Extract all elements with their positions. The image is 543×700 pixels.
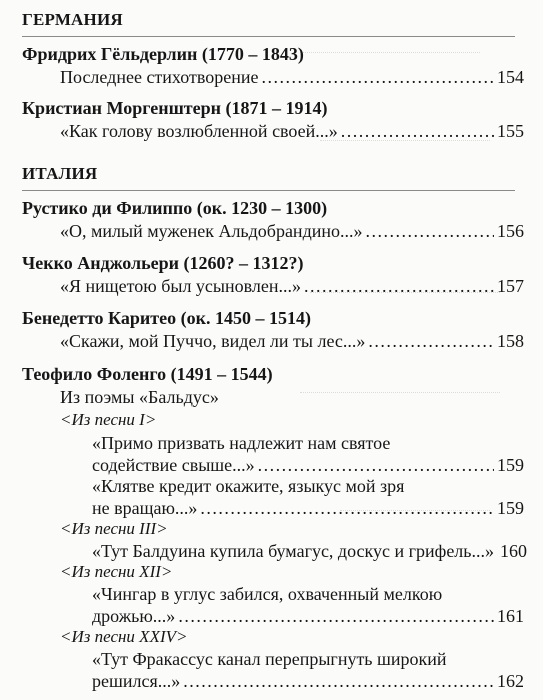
section-heading-germany: ГЕРМАНИЯ	[22, 10, 123, 29]
entry-title: «Я нищетою был усыновлен...»	[60, 276, 302, 296]
toc-entry[interactable]	[60, 276, 524, 297]
song-subheading: <Из песни XII>	[60, 562, 173, 581]
page-number: 154	[497, 67, 524, 87]
entry-title: содействие свыше...»	[92, 455, 255, 475]
page-number: 156	[497, 221, 524, 241]
page-number: 155	[497, 121, 524, 141]
section-heading-italy: ИТАЛИЯ	[22, 164, 98, 183]
author-morgenstern: Кристиан Моргенштерн (1871 – 1914)	[22, 98, 328, 118]
leader-dots	[262, 67, 495, 88]
song-subheading: <Из песни I>	[60, 410, 157, 429]
song-subheading: <Из песни XXIV>	[60, 627, 188, 646]
author-cariteo: Бенедетто Каритео (ок. 1450 – 1514)	[22, 308, 311, 328]
entry-title: «Тут Балдуина купила бумагус, доскус и грифель...»	[92, 541, 495, 561]
leader-dots	[366, 221, 495, 242]
entry-title: «Как голову возлюбленной своей...»	[60, 121, 338, 141]
page-number: 157	[497, 276, 524, 296]
poem-title: Из поэмы «Бальдус»	[60, 387, 219, 407]
entry-title: решился...»	[92, 671, 181, 691]
toc-entry[interactable]	[60, 121, 524, 142]
page-number: 159	[497, 498, 524, 518]
toc-entry[interactable]	[60, 221, 524, 242]
author-cecco: Чекко Анджольери (1260? – 1312?)	[22, 253, 304, 273]
leader-dots	[341, 121, 494, 142]
toc-entry[interactable]	[92, 671, 524, 692]
page-number: 160	[500, 541, 528, 561]
entry-title-line: «Тут Фракассус канал перепрыгнуть широкий	[92, 649, 447, 669]
page-number: 159	[497, 455, 524, 475]
page-number: 162	[497, 671, 524, 691]
section-divider	[22, 36, 515, 37]
leader-dots	[368, 331, 494, 352]
leader-dots	[178, 606, 494, 627]
toc-entry[interactable]	[92, 455, 524, 476]
entry-title-line: «Примо призвать надлежит нам святое	[92, 433, 391, 453]
entry-title: «Скажи, мой Пуччо, видел ли ты лес...»	[60, 331, 366, 351]
page-number: 158	[497, 331, 524, 351]
entry-title: «О, милый муженек Альдобрандино...»	[60, 221, 363, 241]
author-folengo: Теофило Фоленго (1491 – 1544)	[22, 364, 273, 384]
entry-title-line: «Клятве кредит окажите, языкус мой зря	[92, 476, 405, 496]
leader-dots	[200, 498, 494, 519]
author-rustico: Рустико ди Филиппо (ок. 1230 – 1300)	[22, 198, 328, 218]
section-divider	[22, 190, 515, 191]
author-holderlin: Фридрих Гёльдерлин (1770 – 1843)	[22, 44, 304, 64]
leader-dots	[304, 276, 494, 297]
toc-entry[interactable]	[92, 541, 528, 562]
leader-dots	[183, 671, 494, 692]
leader-dots	[258, 455, 494, 476]
bleed-through-line	[300, 52, 480, 54]
entry-title-line: «Чингар в углус забился, охваченный мелкою	[92, 584, 443, 604]
toc-entry[interactable]	[60, 331, 524, 352]
entry-title: не вращаю...»	[92, 498, 198, 518]
song-subheading: <Из песни III>	[60, 519, 168, 538]
entry-title: Последнее стихотворение	[60, 67, 259, 87]
toc-entry[interactable]	[60, 67, 524, 88]
entry-title: дрожью...»	[92, 606, 176, 626]
toc-entry[interactable]	[92, 606, 524, 627]
bleed-through-line	[300, 392, 500, 394]
toc-entry[interactable]	[92, 498, 524, 519]
page-number: 161	[497, 606, 524, 626]
